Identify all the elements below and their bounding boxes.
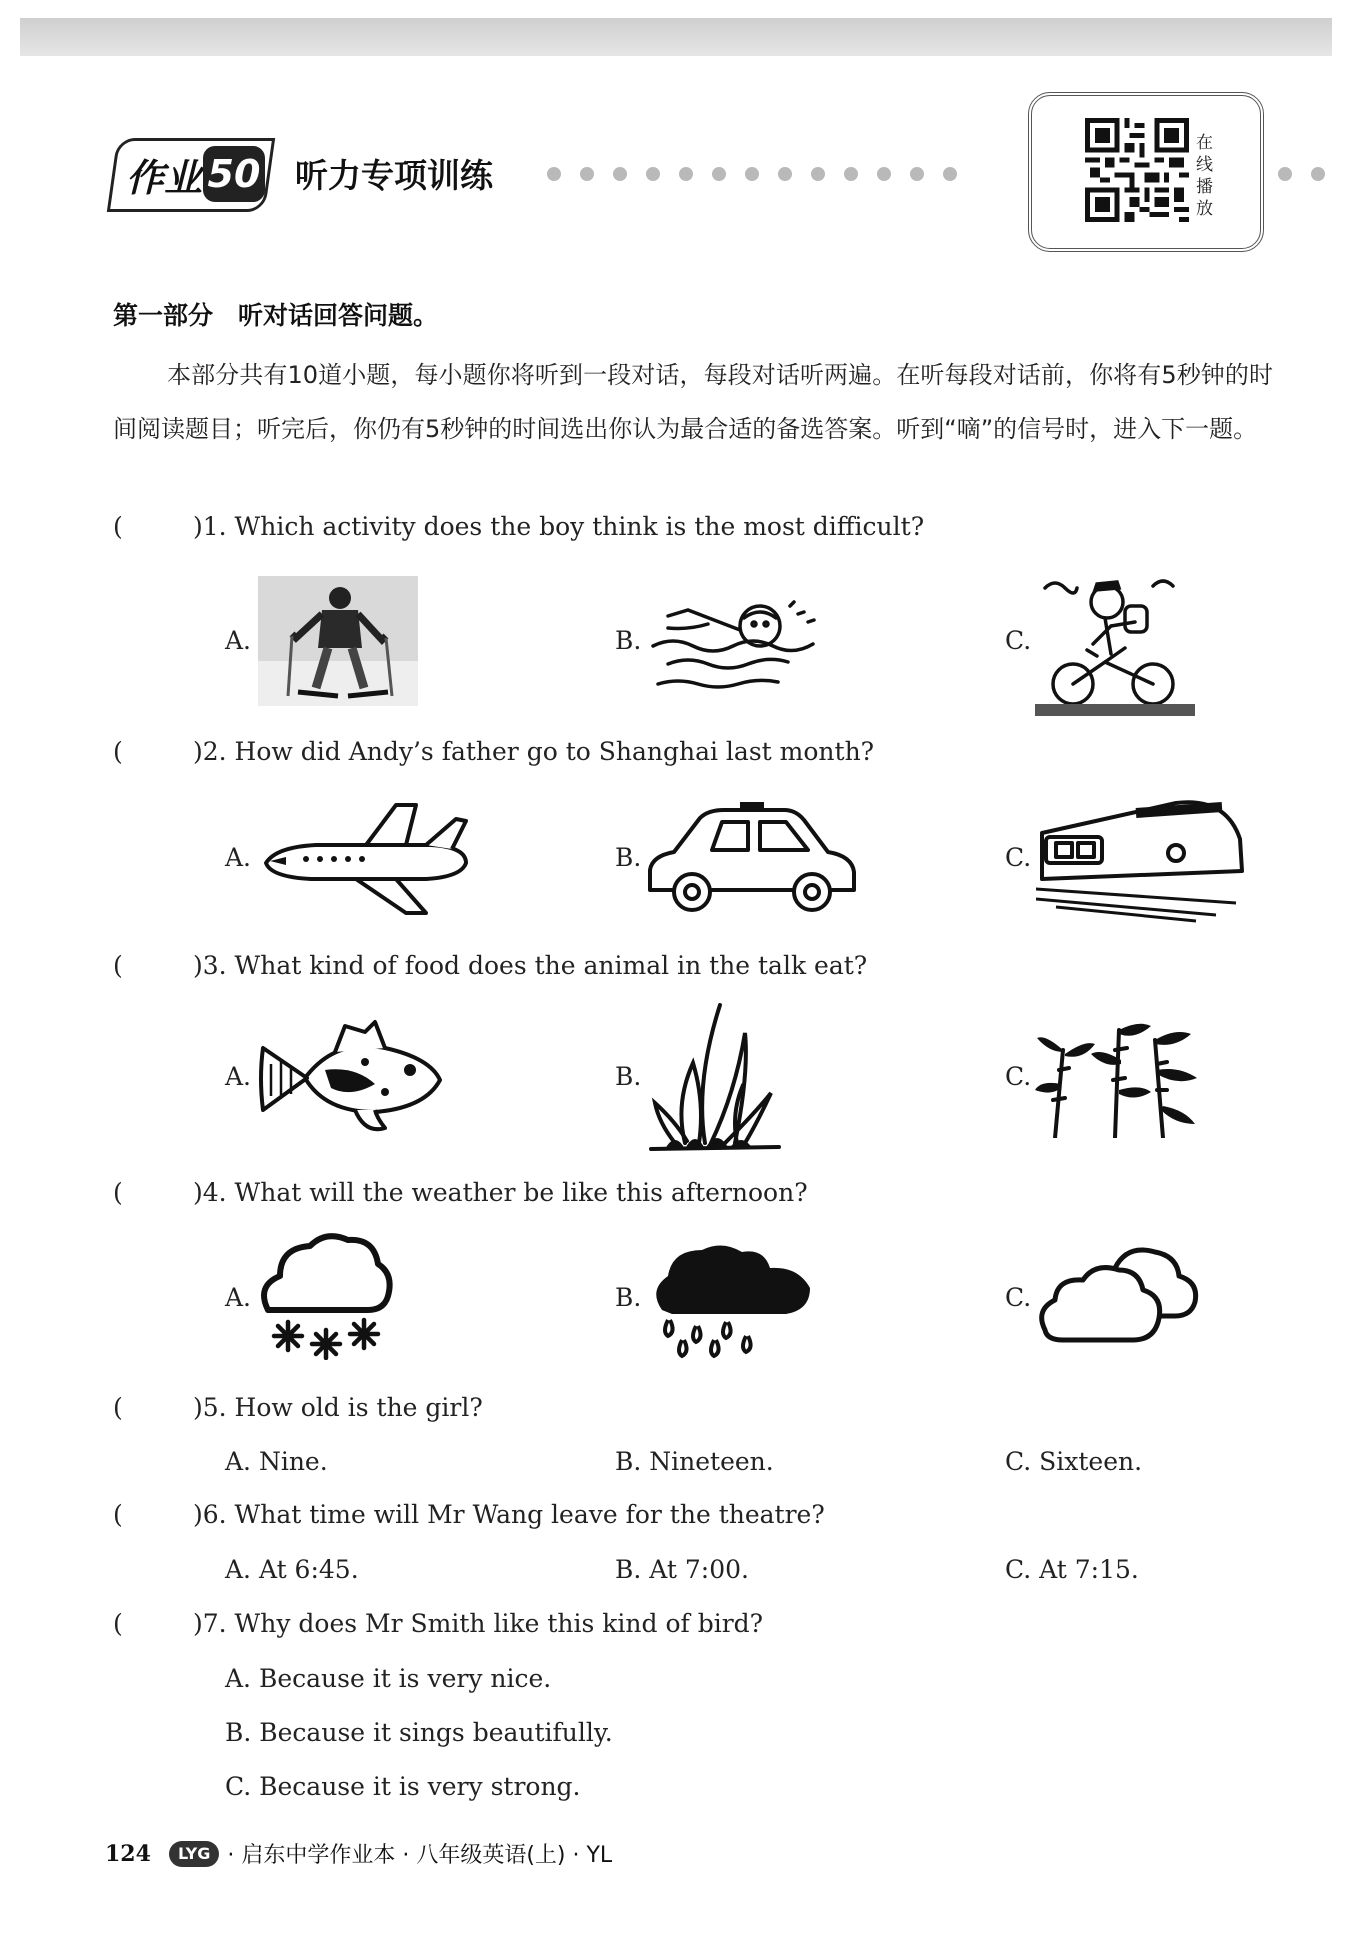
section-title: 第一部分 听对话回答问题。 [113, 301, 439, 330]
snow-icon [256, 1230, 396, 1360]
question-2 [113, 737, 874, 766]
option-label: C. [1005, 1283, 1032, 1312]
dot-divider-right [1278, 167, 1325, 181]
answer-blank[interactable]: ( [113, 1500, 123, 1529]
answer-blank[interactable]: ( [113, 1393, 123, 1422]
option-label: B. [615, 626, 642, 655]
homework-label: 作业 [126, 156, 203, 200]
homework-number: 50 [203, 146, 265, 202]
answer-blank[interactable]: ( [113, 1178, 123, 1207]
option-label: A. [225, 1283, 252, 1312]
bamboo-icon [1035, 1020, 1200, 1138]
question-text: )1. Which activity does the boy think is the most difficult? [193, 512, 925, 541]
qr-label: 在线播放 [1196, 133, 1213, 219]
option-label: B. [615, 1283, 642, 1312]
dot-divider [547, 167, 957, 181]
publisher-badge: LYG [169, 1841, 219, 1867]
question-text: )5. How old is the girl? [193, 1393, 483, 1422]
option-label: C. [1005, 626, 1032, 655]
option-label: C. [1005, 1062, 1032, 1091]
car-icon [644, 800, 859, 915]
question-text: )7. Why does Mr Smith like this kind of bird? [193, 1609, 764, 1638]
option-label: B. [615, 843, 642, 872]
question-text: )4. What will the weather be like this afternoon? [193, 1178, 808, 1207]
top-scan-bar [20, 18, 1332, 56]
question-6 [113, 1500, 825, 1529]
swimming-icon [648, 584, 833, 694]
question-1 [113, 512, 924, 541]
option-text: C. At 7:15. [1005, 1555, 1139, 1584]
page-number: 124 [105, 1840, 151, 1867]
skiing-photo [258, 576, 418, 706]
footer-text: · 启东中学作业本 · 八年级英语(上) · YL [227, 1843, 613, 1868]
option-label: B. [615, 1062, 642, 1091]
option-text: B. Nineteen. [615, 1447, 774, 1476]
cycling-icon [1035, 566, 1195, 716]
option-text: A. Because it is very nice. [225, 1664, 552, 1693]
question-4 [113, 1178, 808, 1207]
option-label: C. [1005, 843, 1032, 872]
question-text: )3. What kind of food does the animal in the talk eat? [193, 951, 868, 980]
qr-code-icon[interactable] [1085, 118, 1189, 222]
option-label: A. [225, 1062, 252, 1091]
option-text: B. Because it sings beautifully. [225, 1718, 613, 1747]
answer-blank[interactable]: ( [113, 1609, 123, 1638]
option-text: A. Nine. [225, 1447, 328, 1476]
answer-blank[interactable]: ( [113, 951, 123, 980]
question-text: )2. How did Andy’s father go to Shanghai last month? [193, 737, 875, 766]
option-label: A. [225, 843, 252, 872]
option-text: C. Because it is very strong. [225, 1772, 581, 1801]
unit-title: 听力专项训练 [295, 156, 493, 195]
question-3 [113, 951, 867, 980]
answer-blank[interactable]: ( [113, 512, 123, 541]
question-7 [113, 1609, 763, 1638]
plane-icon [256, 795, 476, 920]
option-label: A. [225, 626, 252, 655]
question-text: )6. What time will Mr Wang leave for the theatre? [193, 1500, 825, 1529]
rain-icon [642, 1240, 812, 1360]
section-instructions: 本部分共有10道小题，每小题你将听到一段对话，每段对话听两遍。在听每段对话前，你将有5秒钟的时间阅读题目；听完后，你仍有5秒钟的时间选出你认为最合适的备选答案。听到“嘀”的信号时，进入下一题。 [113, 361, 1273, 443]
option-text: C. Sixteen. [1005, 1447, 1143, 1476]
page-footer [105, 1838, 612, 1869]
grass-icon [645, 1003, 785, 1153]
train-icon [1036, 793, 1251, 923]
option-text: A. At 6:45. [225, 1555, 359, 1584]
answer-blank[interactable]: ( [113, 737, 123, 766]
question-5 [113, 1393, 483, 1422]
option-text: B. At 7:00. [615, 1555, 749, 1584]
fish-icon [255, 1018, 445, 1138]
cloudy-icon [1035, 1240, 1200, 1352]
